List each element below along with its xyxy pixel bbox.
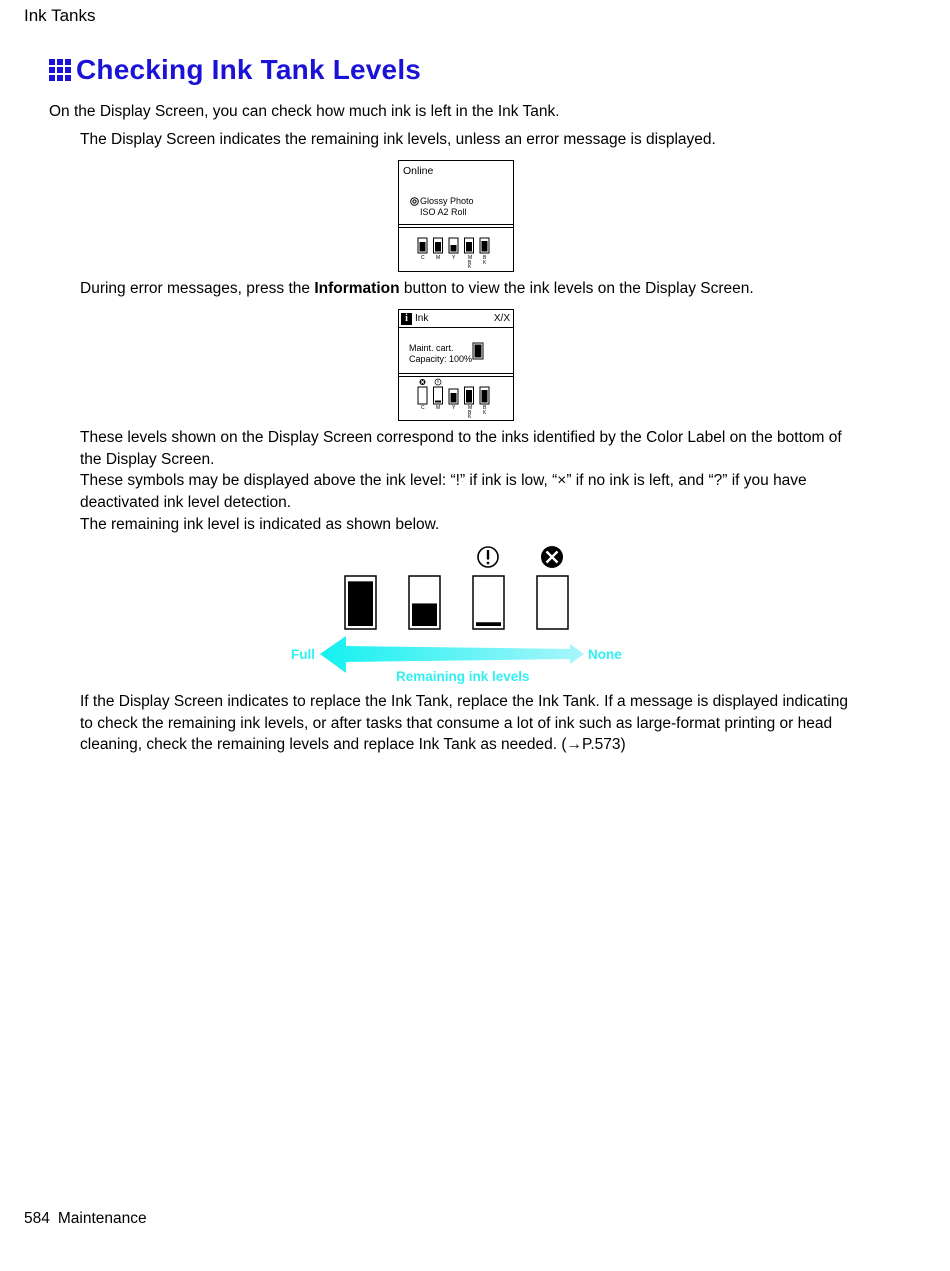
none-label: None	[588, 647, 622, 662]
ink-labels-1	[416, 256, 496, 270]
empty-icon	[541, 546, 563, 568]
ink-level-fill	[412, 603, 437, 626]
ink-tank-c	[418, 238, 427, 253]
paragraph-3: These levels shown on the Display Screen correspond to the inks identified by the Color Label on the bottom of the Display Screen.	[80, 429, 842, 468]
ink-label-c: C	[421, 255, 425, 261]
paragraph-1: The Display Screen indicates the remaining ink levels, unless an error message is displayed.	[80, 131, 716, 148]
ink-label-y-2: Y	[452, 405, 456, 411]
header-divider	[399, 327, 513, 328]
ink-label-c-2: C	[421, 405, 425, 411]
ink-level-tank	[537, 576, 568, 629]
paragraph-2	[80, 278, 860, 300]
page-footer	[24, 1210, 147, 1228]
ink-label-y: Y	[452, 255, 456, 261]
ink-level-tank	[473, 576, 504, 629]
page-title: Checking Ink Tank Levels	[76, 54, 422, 85]
full-label: Full	[291, 647, 315, 662]
roll-media-icon	[410, 197, 419, 206]
media-type-text: Glossy Photo	[420, 196, 474, 206]
ink-header-page: X/X	[493, 313, 510, 324]
low-symbol-icon	[435, 379, 441, 385]
media-size-text: ISO A2 Roll	[420, 207, 467, 217]
ink-label-m-2: M	[436, 405, 441, 411]
media-type-row	[410, 196, 474, 206]
status-text: Online	[403, 165, 434, 177]
p2-text-b: button to view the ink levels on the Display Screen.	[399, 280, 754, 297]
divider-2	[399, 373, 513, 377]
intro-paragraph: On the Display Screen, you can check how much ink is left in the Ink Tank.	[49, 103, 560, 120]
display-screen-online	[398, 160, 514, 272]
empty-symbol-icon	[420, 379, 426, 385]
p2-text-a: During error messages, press the	[80, 280, 315, 297]
ink-level-diagram	[280, 540, 640, 690]
ink-label-mbk: MBK	[468, 255, 473, 270]
ink-tank-m	[434, 238, 443, 253]
remaining-ink-caption: Remaining ink levels	[396, 669, 530, 684]
maintenance-cartridge-icon	[472, 342, 484, 360]
ink-tank-bk	[480, 238, 489, 253]
ink-header-title: Ink	[415, 313, 429, 324]
paragraph-6: If the Display Screen indicates to replace the Ink Tank, replace the Ink Tank. If a message is displayed indicating to check the remaining ink levels, or after tasks that consume a lot of ink such as large-format printing or head cleaning, check the remaining levels and replace Ink Tank as needed. (→P.573)	[80, 693, 848, 753]
maintenance-cartridge-label: Maint. cart.	[409, 343, 454, 353]
ink-level-legend	[280, 540, 640, 690]
running-head: Ink Tanks	[24, 6, 96, 25]
ink-label-m: M	[436, 255, 441, 261]
ink-level-fill	[348, 581, 373, 626]
section-heading	[49, 54, 421, 86]
footer-section: Maintenance	[57, 1210, 147, 1227]
page-number: 584	[24, 1210, 50, 1227]
full-to-none-arrow	[320, 636, 584, 673]
information-button-label: Information	[314, 280, 400, 297]
ink-label-mbk-2: MBK	[468, 405, 473, 420]
ink-level-fill	[476, 622, 501, 626]
display-screen-ink-info	[398, 309, 514, 421]
ink-levels-2	[416, 378, 496, 406]
ink-tank-y	[449, 238, 458, 253]
grid-icon	[49, 59, 71, 81]
divider	[399, 224, 513, 228]
capacity-text: Capacity: 100%	[409, 354, 473, 364]
ink-label-bk: BK	[483, 255, 487, 266]
paragraph-5: The remaining ink level is indicated as shown below.	[80, 516, 440, 533]
info-icon: i	[401, 313, 412, 325]
paragraph-4: These symbols may be displayed above the ink level: “!” if ink is low, “×” if no ink is left, and “?” if you have deactivated ink level detection.	[80, 472, 807, 511]
ink-label-bk-2: BK	[483, 405, 487, 416]
ink-labels-2	[416, 406, 496, 420]
ink-tank-mbk	[465, 238, 474, 253]
warning-icon	[478, 547, 498, 567]
